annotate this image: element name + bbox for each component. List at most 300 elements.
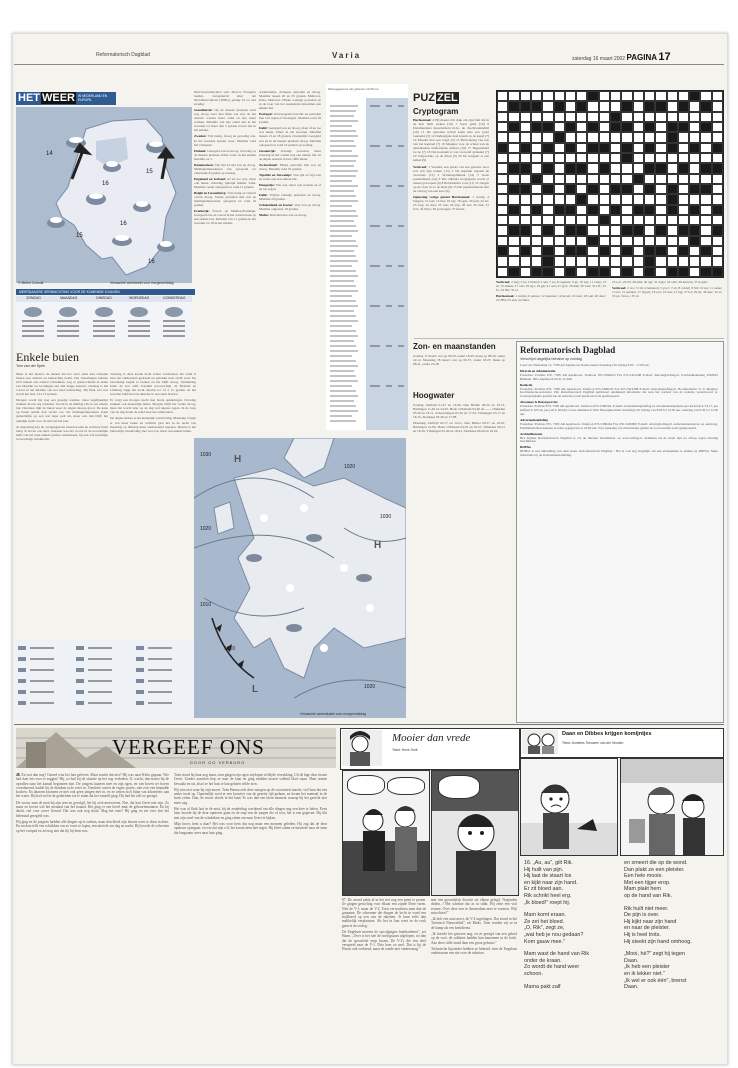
crossword-cell[interactable] xyxy=(633,153,644,163)
crossword-cell[interactable] xyxy=(576,174,587,184)
crossword-cell[interactable] xyxy=(599,174,610,184)
crossword-cell[interactable] xyxy=(508,246,519,256)
crossword-block xyxy=(712,143,723,153)
crossword-cell[interactable] xyxy=(689,256,700,266)
crossword-block xyxy=(542,246,553,256)
crossword-cell[interactable] xyxy=(542,174,553,184)
crossword-cell[interactable] xyxy=(531,236,542,246)
comic1-panel-1 xyxy=(342,770,430,896)
weather-europe-text-2: achterlanden. Zomerse perioden en droog. Maxima tussen 20 en 25 graden. Mallorca, Ibiza, Menorca: Flinke zonnige perioden en in de loop van het weekeinde misschien een enkele bui. Portugal: Overwegend bewolkt en perioden met wat regen of motregen. Maxima rond 18 graden. Italië: Geregeld zon en droog, maar af en toe wat buien. Zeker in het noorden. Maxima tussen 13 en 18 graden. Oostenrijk: Geregeld zon en in de meeste plaatsen droog. Maxima oplopend tot rond 16 graden op zondag. Oostenrijk: Zonnige perioden, maar zaterdag in het oosten nog een enkele bui. In de Alpen sneeuw boven 1000 meter. Zwitserland: Flinke perioden met zon en droog. Maxima rond 16 graden. Tsjechië en Slowakije: Van tijd tot tijd zon en soms ook een enkele bui. Hongarije: Wat zon, maar ook wolken en af en toe regen. Italië: Vrijwel zonnige perioden en droog. Maxima 20 graden. Griekenland en Korea: Veel zon en droog. Maxima ongeveer 19 graden. Malta: Perioden met zon en droog. xyxy=(259,90,321,218)
crossword-cell[interactable] xyxy=(531,153,542,163)
crossword-cell[interactable] xyxy=(565,256,576,266)
crossword-cell[interactable] xyxy=(610,143,621,153)
crossword-cell[interactable] xyxy=(644,153,655,163)
crossword-cell[interactable] xyxy=(712,153,723,163)
verse-line: Een hele mooie. xyxy=(624,873,663,880)
crossword-cell[interactable] xyxy=(700,112,711,122)
crossword-cell[interactable] xyxy=(667,163,678,173)
svg-text:L: L xyxy=(252,684,259,695)
crossword-cell[interactable] xyxy=(667,112,678,122)
crossword-cell[interactable] xyxy=(531,132,542,142)
crossword-cell[interactable] xyxy=(678,184,689,194)
crossword-cell[interactable] xyxy=(599,153,610,163)
crossword-cell[interactable] xyxy=(520,122,531,132)
crossword-block xyxy=(508,225,519,235)
crossword-cell[interactable] xyxy=(531,246,542,256)
crossword-cell[interactable] xyxy=(678,194,689,204)
crossword-cell[interactable] xyxy=(587,225,598,235)
colophon-archief: Archiefdiensten xyxy=(520,431,543,436)
crossword-cell[interactable] xyxy=(644,132,655,142)
crossword-cell[interactable] xyxy=(554,91,565,101)
horizontaal-label: Horizontaal: xyxy=(413,118,432,122)
verse-line: Hij kijkt naar zijn hand xyxy=(624,918,677,925)
crossword-cell[interactable] xyxy=(599,112,610,122)
crossword-cell[interactable] xyxy=(599,225,610,235)
crossword-cell[interactable] xyxy=(610,153,621,163)
crossword-cell[interactable] xyxy=(497,267,508,277)
story-chapter: 48. xyxy=(16,773,21,777)
crossword-block xyxy=(689,91,700,101)
crossword-block xyxy=(520,163,531,173)
crossword-cell[interactable] xyxy=(655,267,666,277)
crossword-cell[interactable] xyxy=(520,112,531,122)
crossword-cell[interactable] xyxy=(576,112,587,122)
crossword-block xyxy=(633,225,644,235)
crossword-cell[interactable] xyxy=(531,143,542,153)
svg-text:16: 16 xyxy=(148,259,155,265)
crossword-cell[interactable] xyxy=(531,194,542,204)
crossword-cell[interactable] xyxy=(644,112,655,122)
crossword-cell[interactable] xyxy=(599,184,610,194)
crossword-cell[interactable] xyxy=(565,174,576,184)
crossword-cell[interactable] xyxy=(644,236,655,246)
crossword-cell[interactable] xyxy=(621,256,632,266)
crossword-cell[interactable] xyxy=(667,174,678,184)
crossword-cell[interactable] xyxy=(542,236,553,246)
crossword-cell[interactable] xyxy=(678,215,689,225)
crossword-cell[interactable] xyxy=(610,163,621,173)
crossword-cell[interactable] xyxy=(554,256,565,266)
crossword-cell[interactable] xyxy=(667,91,678,101)
crossword-cell[interactable] xyxy=(667,256,678,266)
crossword-cell[interactable] xyxy=(678,143,689,153)
crossword-cell[interactable] xyxy=(689,101,700,111)
crossword-block xyxy=(587,122,598,132)
crossword-cell[interactable] xyxy=(554,236,565,246)
crossword-cell[interactable] xyxy=(678,236,689,246)
crossword-cell[interactable] xyxy=(587,256,598,266)
crossword-cell[interactable] xyxy=(497,256,508,266)
crossword-cell[interactable] xyxy=(497,112,508,122)
crossword-cell[interactable] xyxy=(599,91,610,101)
crossword-cell[interactable] xyxy=(633,267,644,277)
crossword-cell[interactable] xyxy=(655,122,666,132)
crossword-cell[interactable] xyxy=(554,153,565,163)
crossword-cell[interactable] xyxy=(700,143,711,153)
crossword-cell[interactable] xyxy=(689,153,700,163)
crossword-cell[interactable] xyxy=(644,194,655,204)
page-number: 17 xyxy=(658,51,671,63)
crossword-block xyxy=(644,143,655,153)
crossword-cell[interactable] xyxy=(633,236,644,246)
crossword-cell[interactable] xyxy=(508,112,519,122)
crossword-cell[interactable] xyxy=(497,225,508,235)
page-label: PAGINA xyxy=(626,53,658,62)
crossword-cell[interactable] xyxy=(712,174,723,184)
crossword-cell[interactable] xyxy=(542,205,553,215)
crossword-cell[interactable] xyxy=(565,112,576,122)
verse-line: Hij steekt zijn hand omhoog. xyxy=(624,938,692,945)
crossword-cell[interactable] xyxy=(587,163,598,173)
crossword-cell[interactable] xyxy=(587,194,598,204)
crossword-cell[interactable] xyxy=(689,174,700,184)
crossword-cell[interactable] xyxy=(678,256,689,266)
crossword-cell[interactable] xyxy=(678,91,689,101)
crossword-cell[interactable] xyxy=(621,236,632,246)
crossword-cell[interactable] xyxy=(576,184,587,194)
crossword-cell[interactable] xyxy=(689,122,700,132)
crossword-cell[interactable] xyxy=(712,215,723,225)
crossword-cell[interactable] xyxy=(644,215,655,225)
crossword-cell[interactable] xyxy=(565,101,576,111)
crossword-cell[interactable] xyxy=(531,112,542,122)
crossword-cell[interactable] xyxy=(689,132,700,142)
crossword-block xyxy=(531,267,542,277)
crossword-cell[interactable] xyxy=(610,236,621,246)
crossword-cell[interactable] xyxy=(542,91,553,101)
crossword-grid[interactable] xyxy=(496,90,724,278)
crossword-cell[interactable] xyxy=(644,91,655,101)
crossword-cell[interactable] xyxy=(712,194,723,204)
crossword-cell[interactable] xyxy=(633,256,644,266)
crossword-cell[interactable] xyxy=(587,132,598,142)
crossword-block xyxy=(542,143,553,153)
crossword-cell[interactable] xyxy=(587,101,598,111)
crossword-cell[interactable] xyxy=(554,163,565,173)
crossword-cell[interactable] xyxy=(520,205,531,215)
crossword-cell[interactable] xyxy=(621,132,632,142)
crossword-cell[interactable] xyxy=(610,132,621,142)
crossword-cell[interactable] xyxy=(689,112,700,122)
crossword-cell[interactable] xyxy=(678,112,689,122)
crossword-cell[interactable] xyxy=(667,236,678,246)
crossword-cell[interactable] xyxy=(554,174,565,184)
crossword-cell[interactable] xyxy=(700,236,711,246)
crossword-cell[interactable] xyxy=(587,174,598,184)
crossword-cell[interactable] xyxy=(599,194,610,204)
crossword-cell[interactable] xyxy=(508,194,519,204)
crossword-block xyxy=(576,194,587,204)
crossword-cell[interactable] xyxy=(667,153,678,163)
crossword-cell[interactable] xyxy=(689,246,700,256)
crossword-cell[interactable] xyxy=(712,112,723,122)
crossword-block xyxy=(576,101,587,111)
crossword-block xyxy=(508,122,519,132)
crossword-cell[interactable] xyxy=(554,122,565,132)
crossword-cell[interactable] xyxy=(542,101,553,111)
crossword-cell[interactable] xyxy=(644,174,655,184)
crossword-cell[interactable] xyxy=(520,91,531,101)
crossword-cell[interactable] xyxy=(565,132,576,142)
crossword-cell[interactable] xyxy=(520,256,531,266)
crossword-cell[interactable] xyxy=(554,246,565,256)
speech-bubble xyxy=(438,775,480,799)
crossword-cell[interactable] xyxy=(508,132,519,142)
crossword-cell[interactable] xyxy=(633,101,644,111)
crossword-cell[interactable] xyxy=(554,215,565,225)
crossword-cell[interactable] xyxy=(542,194,553,204)
crossword-cell[interactable] xyxy=(621,205,632,215)
crossword-cell[interactable] xyxy=(508,256,519,266)
crossword-cell[interactable] xyxy=(508,236,519,246)
crossword-cell[interactable] xyxy=(621,215,632,225)
crossword-cell[interactable] xyxy=(700,225,711,235)
crossword-cell[interactable] xyxy=(497,215,508,225)
crossword-cell[interactable] xyxy=(633,194,644,204)
crossword-cell[interactable] xyxy=(678,174,689,184)
crossword-cell[interactable] xyxy=(610,215,621,225)
crossword-block xyxy=(644,101,655,111)
crossword-cell[interactable] xyxy=(497,184,508,194)
crossword-cell[interactable] xyxy=(633,132,644,142)
crossword-cell[interactable] xyxy=(655,236,666,246)
crossword-cell[interactable] xyxy=(689,163,700,173)
crossword-cell[interactable] xyxy=(576,205,587,215)
crossword-cell[interactable] xyxy=(655,256,666,266)
crossword-cell[interactable] xyxy=(712,184,723,194)
crossword-cell[interactable] xyxy=(576,143,587,153)
crossword-cell[interactable] xyxy=(520,132,531,142)
crossword-cell[interactable] xyxy=(655,91,666,101)
crossword-cell[interactable] xyxy=(712,256,723,266)
forecast-day: ZONDAG xyxy=(26,296,41,300)
crossword-block xyxy=(621,225,632,235)
crossword-cell[interactable] xyxy=(633,184,644,194)
crossword-cell[interactable] xyxy=(633,122,644,132)
crossword-block xyxy=(633,205,644,215)
crossword-cell[interactable] xyxy=(678,153,689,163)
crossword-cell[interactable] xyxy=(689,194,700,204)
crossword-cell[interactable] xyxy=(542,132,553,142)
crossword-cell[interactable] xyxy=(576,122,587,132)
svg-text:14: 14 xyxy=(46,151,53,157)
crossword-cell[interactable] xyxy=(565,236,576,246)
crossword-cell[interactable] xyxy=(655,184,666,194)
crossword-cell[interactable] xyxy=(520,236,531,246)
crossword-cell[interactable] xyxy=(576,91,587,101)
crossword-cell[interactable] xyxy=(599,132,610,142)
verse-line: Hij huilt van pijn. xyxy=(524,866,564,873)
crossword-cell[interactable] xyxy=(497,205,508,215)
crossword-cell[interactable] xyxy=(554,194,565,204)
crossword-cell[interactable] xyxy=(667,225,678,235)
crossword-cell[interactable] xyxy=(712,122,723,132)
colophon-rdplus: RDPlus xyxy=(520,445,531,450)
crossword-cell[interactable] xyxy=(712,91,723,101)
crossword-cell[interactable] xyxy=(542,112,553,122)
crossword-cell[interactable] xyxy=(576,236,587,246)
crossword-block xyxy=(644,163,655,173)
top-rule xyxy=(14,64,724,65)
crossword-cell[interactable] xyxy=(554,112,565,122)
crossword-cell[interactable] xyxy=(712,236,723,246)
crossword-cell[interactable] xyxy=(712,101,723,111)
crossword-cell[interactable] xyxy=(554,184,565,194)
crossword-cell[interactable] xyxy=(610,101,621,111)
crossword-cell[interactable] xyxy=(508,153,519,163)
crossword-cell[interactable] xyxy=(610,91,621,101)
crossword-cell[interactable] xyxy=(610,246,621,256)
crossword-cell[interactable] xyxy=(565,215,576,225)
crossword-cell[interactable] xyxy=(655,174,666,184)
crossword-cell[interactable] xyxy=(655,194,666,204)
crossword-cell[interactable] xyxy=(621,194,632,204)
crossword-cell[interactable] xyxy=(621,163,632,173)
crossword-cell[interactable] xyxy=(542,215,553,225)
crossword-cell[interactable] xyxy=(633,112,644,122)
crossword-block xyxy=(497,143,508,153)
crossword-cell[interactable] xyxy=(633,215,644,225)
verse-line: „Mooi, hè?” zegt hij tegen xyxy=(624,951,685,958)
crossword-cell[interactable] xyxy=(621,174,632,184)
crossword-cell[interactable] xyxy=(497,174,508,184)
crossword-cell[interactable] xyxy=(576,256,587,266)
crossword-cell[interactable] xyxy=(633,163,644,173)
crossword-cell[interactable] xyxy=(576,132,587,142)
crossword-cell[interactable] xyxy=(633,91,644,101)
crossword-cell[interactable] xyxy=(599,256,610,266)
crossword-cell[interactable] xyxy=(565,194,576,204)
crossword-cell[interactable] xyxy=(599,122,610,132)
crossword-cell[interactable] xyxy=(667,101,678,111)
crossword-cell[interactable] xyxy=(497,153,508,163)
crossword-cell[interactable] xyxy=(655,153,666,163)
crossword-cell[interactable] xyxy=(531,184,542,194)
crossword-cell[interactable] xyxy=(587,153,598,163)
crossword-cell[interactable] xyxy=(667,246,678,256)
comic2-byline: Tekst: Annelies Teeuwen van der Moolen xyxy=(562,741,624,745)
crossword-block xyxy=(700,163,711,173)
crossword-cell[interactable] xyxy=(633,143,644,153)
crossword-cell[interactable] xyxy=(700,194,711,204)
crossword-cell[interactable] xyxy=(700,132,711,142)
crossword-cell[interactable] xyxy=(655,205,666,215)
crossword-cell[interactable] xyxy=(497,101,508,111)
crossword-cell[interactable] xyxy=(508,143,519,153)
crossword-cell[interactable] xyxy=(712,246,723,256)
crossword-cell[interactable] xyxy=(497,122,508,132)
crossword-block xyxy=(700,246,711,256)
verse-line: Rik huilt niet meer. xyxy=(624,905,669,912)
weather-article-text: Maar is het nieuwe de maand dat het weer sterk kan wisselen tussen een winters en lenteachtig beeld. Die wisselingen kunnen zich binnen een etmaal voltrekken. Lag er gisterochtend in delen van Drenthe en Groningen een dun laagje sneeuw, vandaag is het vooral in het midden van het land lenteachtig. Bij flink wat zon wordt het daar 14 à 15 graden. Morgen wordt het nog een graadje warmer, maar tegelijkertijd trekken de zon erg wisselen. Vooral in de middag valt er een enkele bui. Daarnaar lijkt de buien weer de dagen daarop groot. De kans op buien neemt dan verder toe. De middagtemperatuur komt gedeeltelijk op een wat lager peil uit, maar ook dan blijft het tamelijk zacht voor de tijd van het jaar. Al dagenlang ligt de overgangszone tussen koude en zachtere lucht nabij of boven ons land. Gisteren was het vooral in de noordelijke helft van het land enkele graden winterkoud, bij een wat krachtige tot krachtige windkracht. xyxy=(16,372,108,441)
crossword-cell[interactable] xyxy=(700,153,711,163)
crossword-cell[interactable] xyxy=(599,205,610,215)
crossword-cell[interactable] xyxy=(520,174,531,184)
crossword-cell[interactable] xyxy=(655,143,666,153)
crossword-cell[interactable] xyxy=(542,153,553,163)
crossword-cell[interactable] xyxy=(610,225,621,235)
crossword-block xyxy=(542,256,553,266)
crossword-cell[interactable] xyxy=(531,215,542,225)
verse-line: Zo wordt de hand weer xyxy=(524,964,580,971)
crossword-cell[interactable] xyxy=(520,153,531,163)
crossword-cell[interactable] xyxy=(712,132,723,142)
crossword-cell[interactable] xyxy=(565,91,576,101)
crossword-cell[interactable] xyxy=(700,174,711,184)
crossword-cell[interactable] xyxy=(554,143,565,153)
crossword-cell[interactable] xyxy=(621,112,632,122)
crossword-cell[interactable] xyxy=(531,256,542,266)
crossword-cell[interactable] xyxy=(497,236,508,246)
crossword-cell[interactable] xyxy=(576,267,587,277)
crossword-cell[interactable] xyxy=(587,246,598,256)
crossword-cell[interactable] xyxy=(633,246,644,256)
crossword-cell[interactable] xyxy=(497,91,508,101)
weather-article-text-2: Vandaag is deze koude lucht echter verdwenen. De wind is naar het zuidwesten gedraaid en gebruikt naar zacht weer. De bewolking begint te breken en het blijft droog. Vanmiddag komt de zon zelfs breeduit tevoorschijn. In Brabant en Limburg stijgt het kwik daarbij tot 14 à 15 graden. In het noorden blijft het iets duurder in een sterk breeuw. Er volgt een morgen nacht met brede opklaringen. Overdag trekken ook plaatselijk buien. Morgen blijft het verder droog, maar dat wordt later op de dag wat nieuwe regen. In de loop van de dag draait de wind naar het zuidwesten. De dagen daarna is het kennelijk wisselvallig. Maandag volgen er wat meer buien en wellicht gaat het in de nacht van maandag op dinsdag meer aanhoudend regenen. Daarna is het behoorlijk wisselvallig met wat zon, maar ook enkele buien. xyxy=(110,372,196,433)
crossword-cell[interactable] xyxy=(655,215,666,225)
crossword-cell[interactable] xyxy=(520,267,531,277)
crossword-cell[interactable] xyxy=(644,225,655,235)
crossword-cell[interactable] xyxy=(610,174,621,184)
crossword-cell[interactable] xyxy=(576,215,587,225)
crossword-cell[interactable] xyxy=(689,267,700,277)
crossword-cell[interactable] xyxy=(599,236,610,246)
crossword-cell[interactable] xyxy=(587,215,598,225)
crossword-cell[interactable] xyxy=(700,256,711,266)
crossword-cell[interactable] xyxy=(587,112,598,122)
crossword-cell[interactable] xyxy=(531,91,542,101)
crossword-cell[interactable] xyxy=(508,215,519,225)
crossword-cell[interactable] xyxy=(599,101,610,111)
crossword-cell[interactable] xyxy=(655,112,666,122)
crossword-block xyxy=(621,267,632,277)
crossword-cell[interactable] xyxy=(621,91,632,101)
crossword-cell[interactable] xyxy=(576,153,587,163)
crossword-block xyxy=(700,267,711,277)
crossword-block xyxy=(508,101,519,111)
crossword-cell[interactable] xyxy=(508,91,519,101)
crossword-cell[interactable] xyxy=(497,163,508,173)
crossword-block xyxy=(621,122,632,132)
crossword-cell[interactable] xyxy=(520,215,531,225)
crossword-cell[interactable] xyxy=(700,91,711,101)
crossword-cell[interactable] xyxy=(667,215,678,225)
crossword-cell[interactable] xyxy=(554,267,565,277)
crossword-cell[interactable] xyxy=(497,132,508,142)
crossword-cell[interactable] xyxy=(565,153,576,163)
crossword-cell[interactable] xyxy=(610,267,621,277)
crossword-cell[interactable] xyxy=(610,194,621,204)
crossword-cell[interactable] xyxy=(520,194,531,204)
crossword-cell[interactable] xyxy=(610,256,621,266)
crossword-cell[interactable] xyxy=(689,215,700,225)
crossword-block xyxy=(599,246,610,256)
isobar-label: 1030 xyxy=(200,452,212,458)
crossword-cell[interactable] xyxy=(508,174,519,184)
crossword-cell[interactable] xyxy=(497,194,508,204)
europe-weather-map xyxy=(194,438,406,718)
crossword-cell[interactable] xyxy=(554,225,565,235)
crossword-cell[interactable] xyxy=(655,132,666,142)
crossword-cell[interactable] xyxy=(678,205,689,215)
crossword-cell[interactable] xyxy=(678,132,689,142)
crossword-cell[interactable] xyxy=(700,205,711,215)
crossword-cell[interactable] xyxy=(531,225,542,235)
crossword-cell[interactable] xyxy=(700,215,711,225)
crossword-cell[interactable] xyxy=(531,163,542,173)
crossword-block xyxy=(644,246,655,256)
